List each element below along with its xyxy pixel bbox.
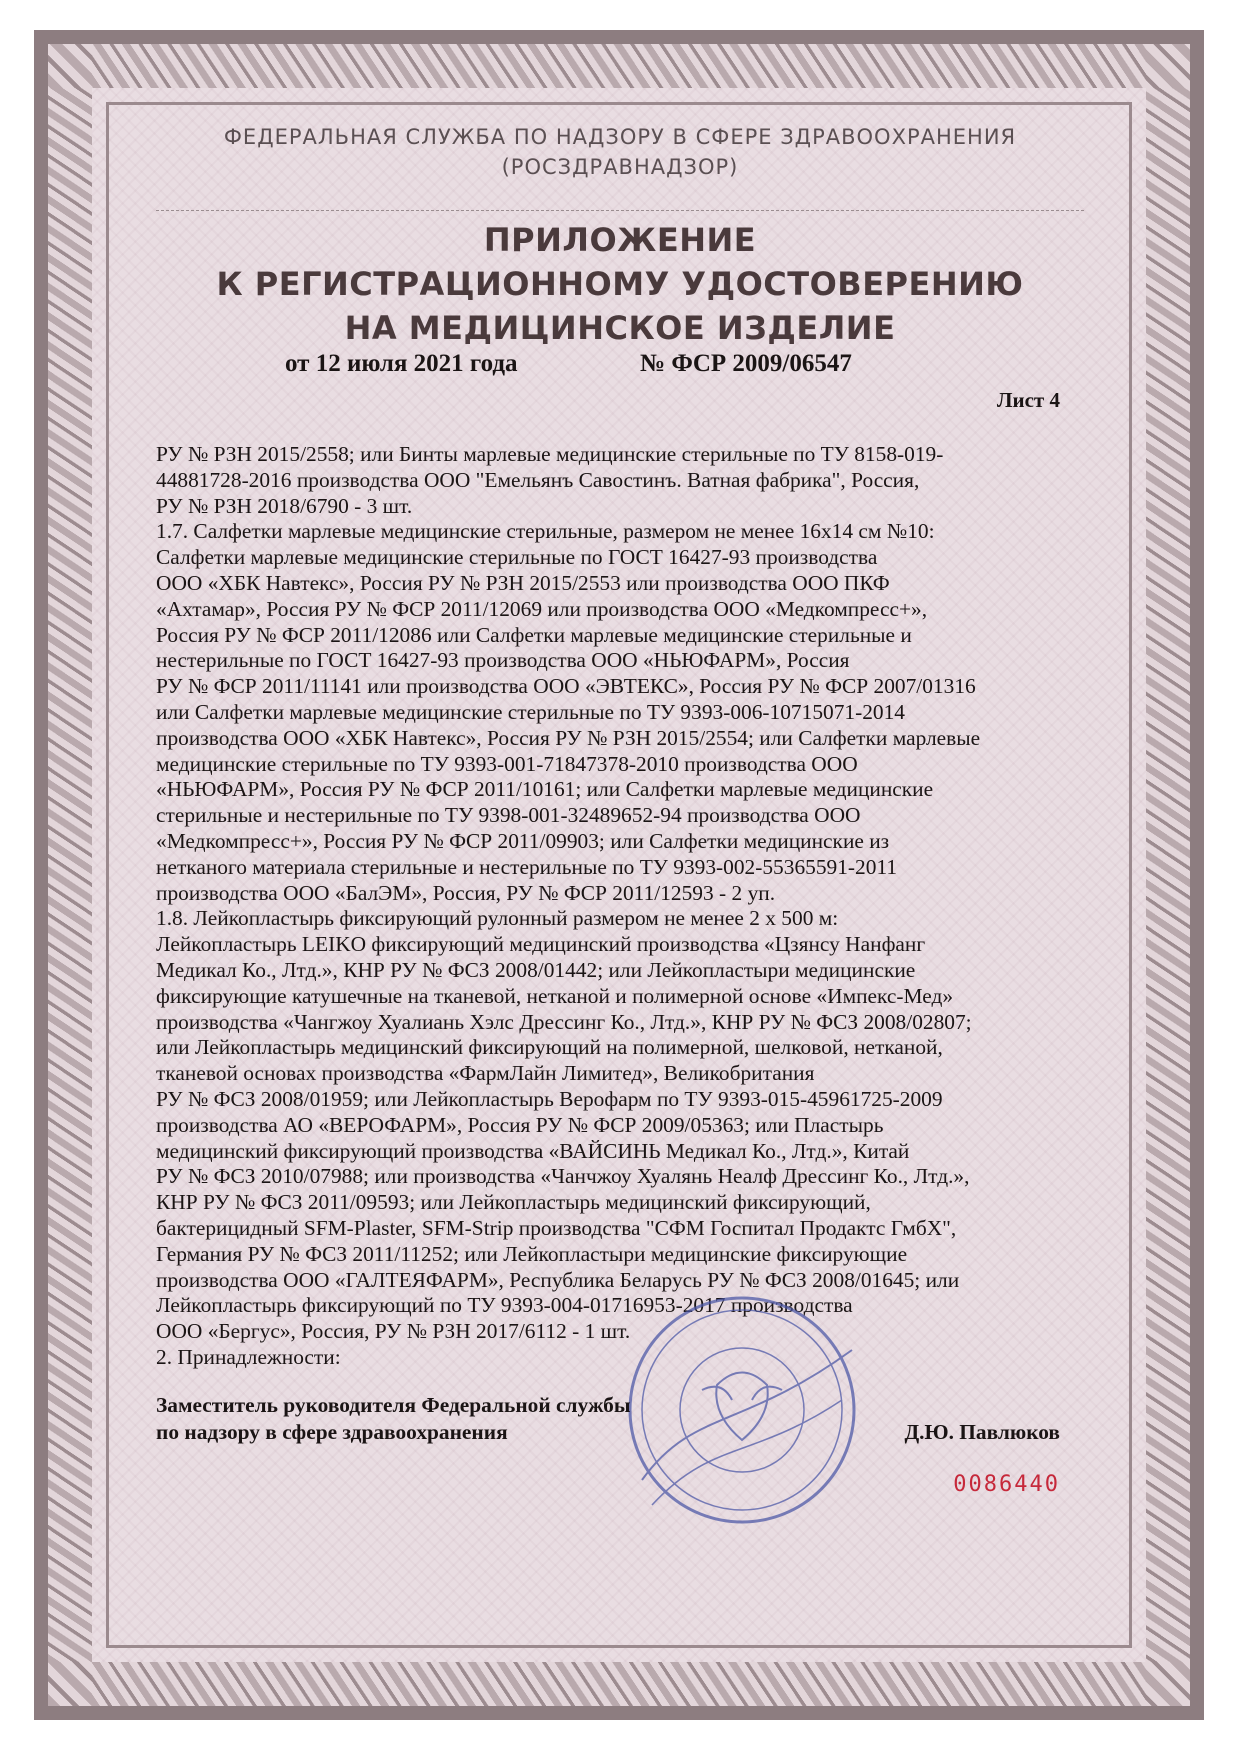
agency-name: ФЕДЕРАЛЬНАЯ СЛУЖБА ПО НАДЗОРУ В СФЕРЕ ЗДРАВООХРАНЕНИЯ: [223, 125, 1017, 149]
title-line-3: НА МЕДИЦИНСКОЕ ИЗДЕЛИЕ: [344, 309, 896, 347]
agency-header: [90, 122, 1150, 182]
document-body: РУ № РЗН 2015/2558; или Бинты марлевые медицинские стерильные по ТУ 8158-019- 44881728-2016 производства ООО "Емельянъ Савостинъ. Ватная фабрика", Россия, РУ № РЗН 2018/6790 - 3 шт. 1.7. Салфетки марлевые медицинские стерильные, размером не менее 16х14 см №10: Салфетки марлевые медицинские стерильные по ГОСТ 16427-93 производства ООО «ХБК Навтекс», Россия РУ № РЗН 2015/2553 или производства ООО ПКФ «Ахтамар», Россия РУ № ФСР 2011/12069 или производства ООО «Медкомпресс+», Россия РУ № ФСР 2011/12086 или Салфетки марлевые медицинские стерильные и нестерильные по ГОСТ 16427-93 производства ООО «НЬЮФАРМ», Россия РУ № ФСР 2011/11141 или производства ООО «ЭВТЕКС», Россия РУ № ФСР 2007/01316 или Салфетки марлевые медицинские стерильные по ТУ 9393-006-10715071-2014 производства ООО «ХБК Навтекс», Россия РУ № РЗН 2015/2554; или Салфетки марлевые медицинские стерильные по ТУ 9393-001-71847378-2010 производства ООО «НЬЮФАРМ», Россия РУ № ФСР 2011/10161; или Салфетки марлевые медицинские стерильные и нестерильные по ТУ 9398-001-32489652-94 производства ООО «Медкомпресс+», Россия РУ № ФСР 2011/09903; или Салфетки медицинские из нетканого материала стерильные и нестерильные по ТУ 9393-002-55365591-2011 производства ООО «БалЭМ», Россия, РУ № ФСР 2011/12593 - 2 уп. 1.8. Лейкопластырь фиксирующий рулонный размером не менее 2 х 500 м: Лейкопластырь LEIKO фиксирующий медицинский производства «Цзянсу Нанфанг Медикал Ко., Лтд.», КНР РУ № ФСЗ 2008/01442; или Лейкопластыри медицинские фиксирующие катушечные на тканевой, нетканой и полимерной основе «Импекс-Мед» производства «Чангжоу Хуалиань Хэлс Дрессинг Ко., Лтд.», КНР РУ № ФСЗ 2008/02807; или Лейкопластырь медицинский фиксирующий на полимерной, шелковой, нетканой, тканевой основах производства «ФармЛайн Лимитед», Великобритания РУ № ФСЗ 2008/01959; или Лейкопластырь Верофарм по ТУ 9393-015-45961725-2009 производства АО «ВЕРОФАРМ», Россия РУ № ФСР 2009/05363; или Пластырь медицинский фиксирующий производства «ВАЙСИНЬ Медикал Ко., Лтд.», Китай РУ № ФСЗ 2010/07988; или производства «Чанчжоу Хуалянь Неалф Дрессинг Ко., Лтд.», КНР РУ № ФСЗ 2011/09593; или Лейкопластырь медицинский фиксирующий, бактерицидный SFM-Plaster, SFM-Strip производства "СФМ Госпитал Продактс ГмбХ", Германия РУ № ФСЗ 2011/11252; или Лейкопластыри медицинские фиксирующие производства ООО «ГАЛТЕЯФАРМ», Республика Беларусь РУ № ФСЗ 2008/01645; или Лейкопластырь фиксирующий по ТУ 9393-004-01716953-2017 производства ООО «Бергус», Россия, РУ № РЗН 2017/6112 - 1 шт. 2. Принадлежности:: [156, 442, 981, 1369]
signatory-position-line-2: по надзору в сфере здравоохранения: [156, 1420, 508, 1444]
document-title: [90, 218, 1150, 350]
header-divider: [156, 210, 1084, 211]
signatory-position-line-1: Заместитель руководителя Федеральной службы: [156, 1393, 631, 1417]
agency-abbreviation: (РОСЗДРАВНАДЗОР): [501, 155, 739, 179]
sheet-number: Лист 4: [996, 388, 1060, 412]
document-date: от 12 июля 2021 года: [285, 350, 518, 377]
serial-number: 0086440: [953, 1472, 1060, 1497]
signatory-name: Д.Ю. Павлюков: [904, 1420, 1060, 1444]
title-line-1: ПРИЛОЖЕНИЕ: [483, 221, 757, 259]
document-number: № ФСР 2009/06547: [640, 350, 852, 377]
signature-block: [156, 1392, 1060, 1446]
title-line-2: К РЕГИСТРАЦИОННОМУ УДОСТОВЕРЕНИЮ: [216, 265, 1024, 303]
